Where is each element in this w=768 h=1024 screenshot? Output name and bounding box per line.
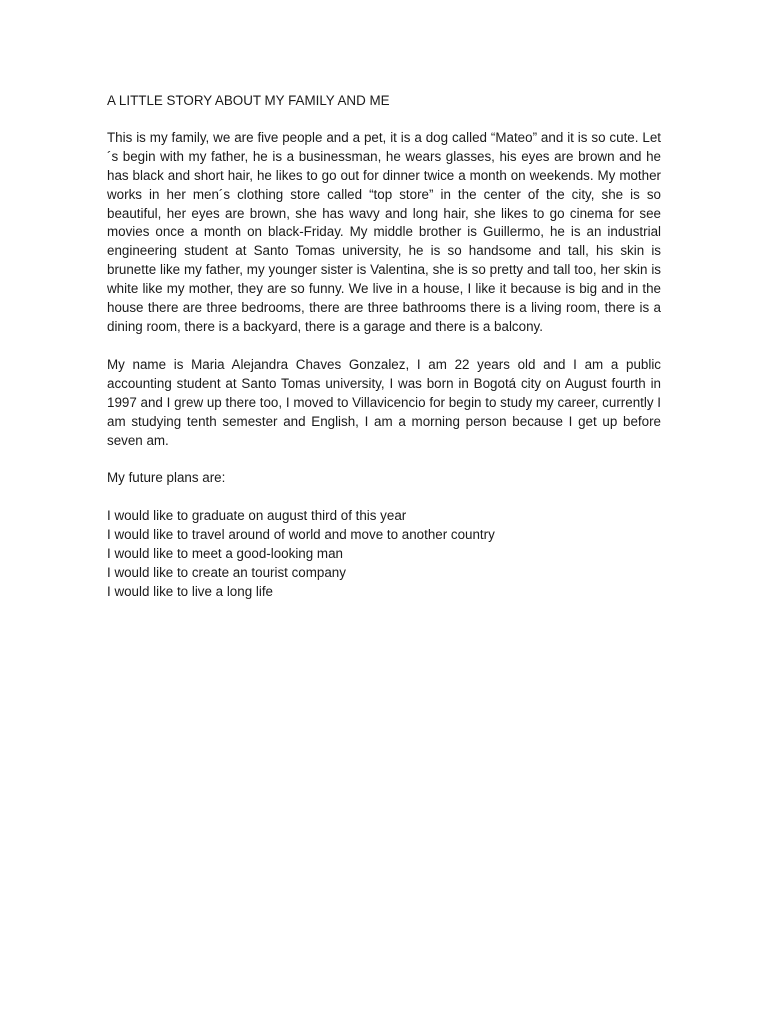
document-page — [107, 92, 661, 602]
plans-heading: My future plans are: — [107, 470, 226, 486]
plans-list — [107, 507, 661, 602]
plans-list-item: I would like to graduate on august third of this year — [107, 508, 407, 524]
plans-list-item: I would like to meet a good-looking man — [107, 546, 343, 562]
plans-list-item: I would like to travel around of world and move to another country — [107, 527, 495, 543]
plans-list-item: I would like to live a long life — [107, 583, 273, 599]
paragraph-family: This is my family, we are five people and a pet, it is a dog called “Mateo” and it is so cute. Let´s begin with my father, he is a businessman, he wears glasses, his eyes are brown and he has black and short hair, he likes to go out for dinner twice a month on weekends. My mother works in her men´s clothing store called “top store” in the center of the city, she is so beautiful, her eyes are brown, she has wavy and long hair, she likes to go cinema for see movies once a month on black-Friday. My middle brother is Guillermo, he is an industrial engineering student at Santo Tomas university, he is so handsome and tall, his skin is brunette like my father, my younger sister is Valentina, she is so pretty and tall too, her skin is white like my mother, they are so funny. We live in a house, I like it because is big and in the house there are three bedrooms, there are three bathrooms there is a living room, there is a dining room, there is a backyard, there is a garage and there is a balcony. — [107, 129, 661, 334]
paragraph-about-me: My name is Maria Alejandra Chaves Gonzalez, I am 22 years old and I am a public accounting student at Santo Tomas university, I was born in Bogotá city on August fourth in 1997 and I grew up there too, I moved to Villavicencio for begin to study my career, currently I am studying tenth semester and English, I am a morning person because I get up before seven am. — [107, 356, 661, 448]
plans-list-item: I would like to create an tourist company — [107, 565, 346, 581]
document-title: A LITTLE STORY ABOUT MY FAMILY AND ME — [107, 93, 390, 108]
